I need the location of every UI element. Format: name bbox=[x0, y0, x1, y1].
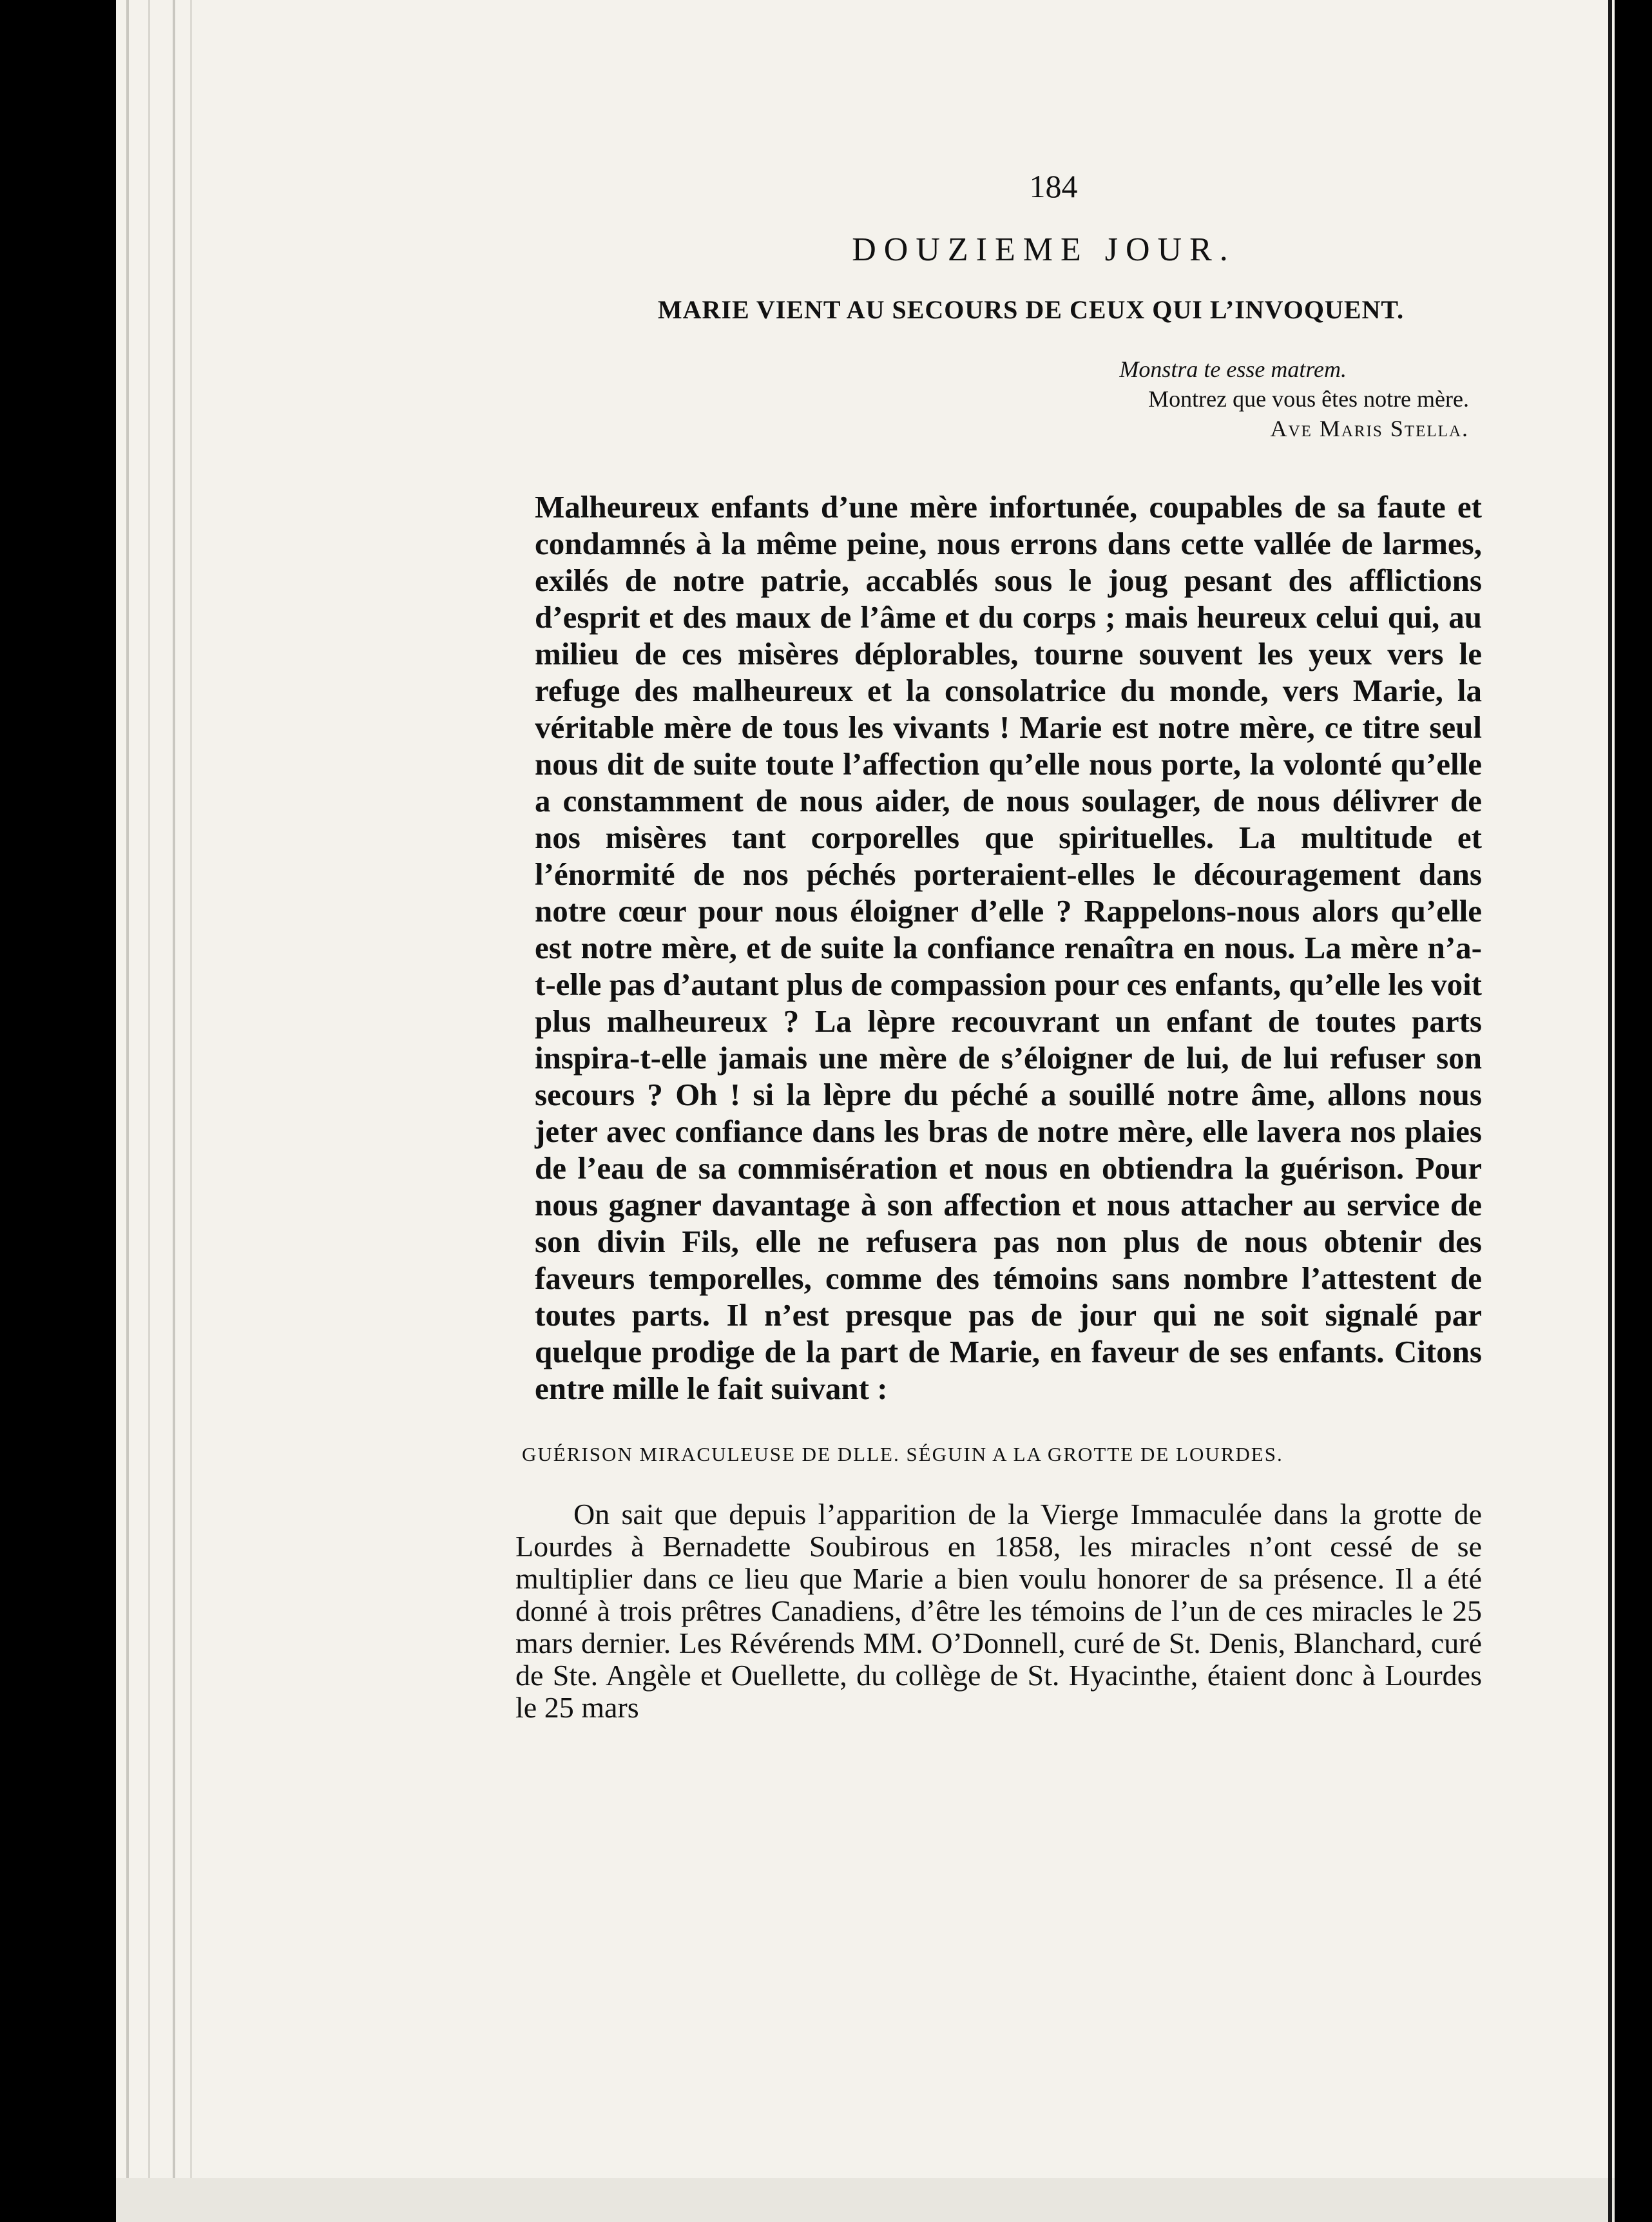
page-bottom-edge bbox=[116, 2178, 1615, 2222]
section-paragraph: On sait que depuis l’apparition de la Vierge Immaculée dans la grotte de Lourdes à Bernadette Soubirous en 1858, les miracles n’ont cessé de se multiplier dans ce lieu que Marie a bien voulu honorer de sa présence. Il a été donné à trois prêtres Canadiens, d’être les témoins de l’un de ces miracles le 25 mars dernier. Les Révérends MM. O’Donnell, curé de St. Denis, Blanchard, curé de Ste. Angèle et Ouellette, du collège de St. Hyacinthe, étaient donc à Lourdes le 25 mars bbox=[515, 1498, 1482, 1724]
chapter-title: DOUZIEME JOUR. bbox=[852, 231, 1236, 268]
page-number: 184 bbox=[1029, 168, 1078, 204]
section-heading: GUÉRISON MIRACULEUSE DE DLLE. SÉGUIN A LA GROTTE DE LOURDES. bbox=[522, 1443, 1283, 1465]
chapter-subtitle: MARIE VIENT AU SECOURS DE CEUX QUI L’INVOQUENT. bbox=[657, 295, 1405, 324]
binding-rule bbox=[1608, 0, 1612, 2222]
epigraph-source: Ave Maris Stella. bbox=[1270, 416, 1469, 441]
epigraph bbox=[535, 354, 1482, 443]
epigraph-latin: Monstra te esse matrem. bbox=[1119, 356, 1347, 382]
page-edge bbox=[173, 0, 175, 2222]
page-content bbox=[515, 168, 1482, 1724]
epigraph-french: Montrez que vous êtes notre mère. bbox=[1148, 386, 1469, 412]
page-edge bbox=[148, 0, 150, 2222]
page-edge bbox=[126, 0, 129, 2222]
main-paragraph: Malheureux enfants d’une mère infortunée, coupables de sa faute et condamnés à la même peine, nous errons dans cette vallée de larmes, exilés de notre patrie, accablés sous le joug pesant des afflictions d’esprit et des maux de l’âme et du corps ; mais heureux celui qui, au milieu de ces misères déplorables, tourne souvent les yeux vers le refuge des malheureux et la consolatrice du monde, vers Marie, la véritable mère de tous les vivants ! Marie est notre mère, ce titre seul nous dit de suite toute l’affection qu’elle nous porte, la volonté qu’elle a constamment de nous aider, de nous soulager, de nous délivrer de nos misères tant corporelles que spirituelles. La multitude et l’énormité de nos péchés porteraient-elles le découragement dans notre cœur pour nous éloigner d’elle ? Rappelons-nous alors qu’elle est notre mère, et de suite la confiance renaîtra en nous. La mère n’a-t-elle pas d’autant plus de compassion pour ces enfants, qu’elle les voit plus malheureux ? La lèpre recouvrant un enfant de toutes parts inspira-t-elle jamais une mère de s’éloigner de lui, de lui refuser son secours ? Oh ! si la lèpre du péché a souillé notre âme, allons nous jeter avec confiance dans les bras de notre mère, elle lavera nos plaies de l’eau de sa commisération et nous en obtiendra la guérison. Pour nous gagner davantage à son affection et nous attacher au service de son divin Fils, elle ne refusera pas non plus de nous obtenir des faveurs temporelles, comme des témoins sans nombre l’attestent de toutes parts. Il n’est presque pas de jour qui ne soit signalé par quelque prodige de la part de Marie, en faveur de ses enfants. Citons entre mille le fait suivant : bbox=[535, 489, 1482, 1406]
page-edge bbox=[190, 0, 192, 2222]
